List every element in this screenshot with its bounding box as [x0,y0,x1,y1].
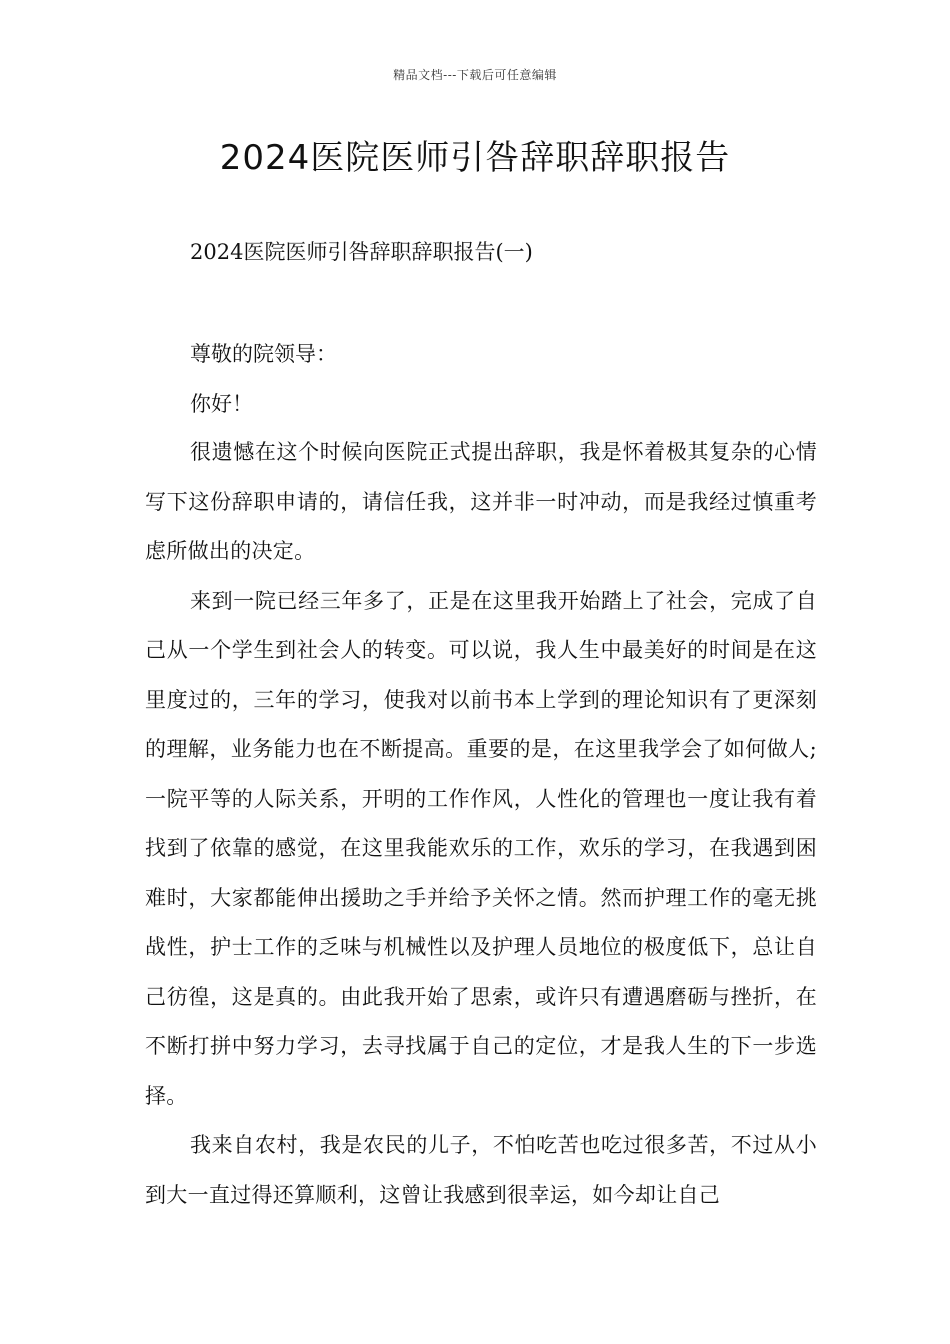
document-title: 2024医院医师引咎辞职辞职报告 [219,138,731,178]
greeting: 你好！ [190,392,253,416]
letter-body [145,428,817,1220]
paragraph-2: 来到一院已经三年多了，正是在这里我开始踏上了社会，完成了自己从一个学生到社会人的转变。可以说，我人生中最美好的时间是在这里度过的，三年的学习，使我对以前书本上学到的理论知识有了更深刻的理解，业务能力也在不断提高。重要的是，在这里我学会了如何做人;一院平等的人际关系，开明的工作作风，人性化的管理也一度让我有着找到了依靠的感觉，在这里我能欢乐的工作，欢乐的学习，在我遇到困难时，大家都能伸出援助之手并给予关怀之情。然而护理工作的毫无挑战性，护士工作的乏味与机械性以及护理人员地位的极度低下，总让自己彷徨，这是真的。由此我开始了思索，或许只有遭遇磨砺与挫折，在不断打拼中努力学习，去寻找属于自己的定位，才是我人生的下一步选择。 [145,588,817,1108]
section-subtitle: 2024医院医师引咎辞职辞职报告(一) [190,240,533,264]
paragraph-1: 很遗憾在这个时候向医院正式提出辞职，我是怀着极其复杂的心情写下这份辞职申请的，请信任我，这并非一时冲动，而是我经过慎重考虑所做出的决定。 [145,440,817,563]
salutation: 尊敬的院领导： [190,342,337,366]
paragraph-3: 我来自农村，我是农民的儿子，不怕吃苦也吃过很多苦，不过从小到大一直过得还算顺利，这曾让我感到很幸运，如今却让自己 [145,1133,817,1207]
header-note: 精品文档---下载后可任意编辑 [393,68,557,82]
